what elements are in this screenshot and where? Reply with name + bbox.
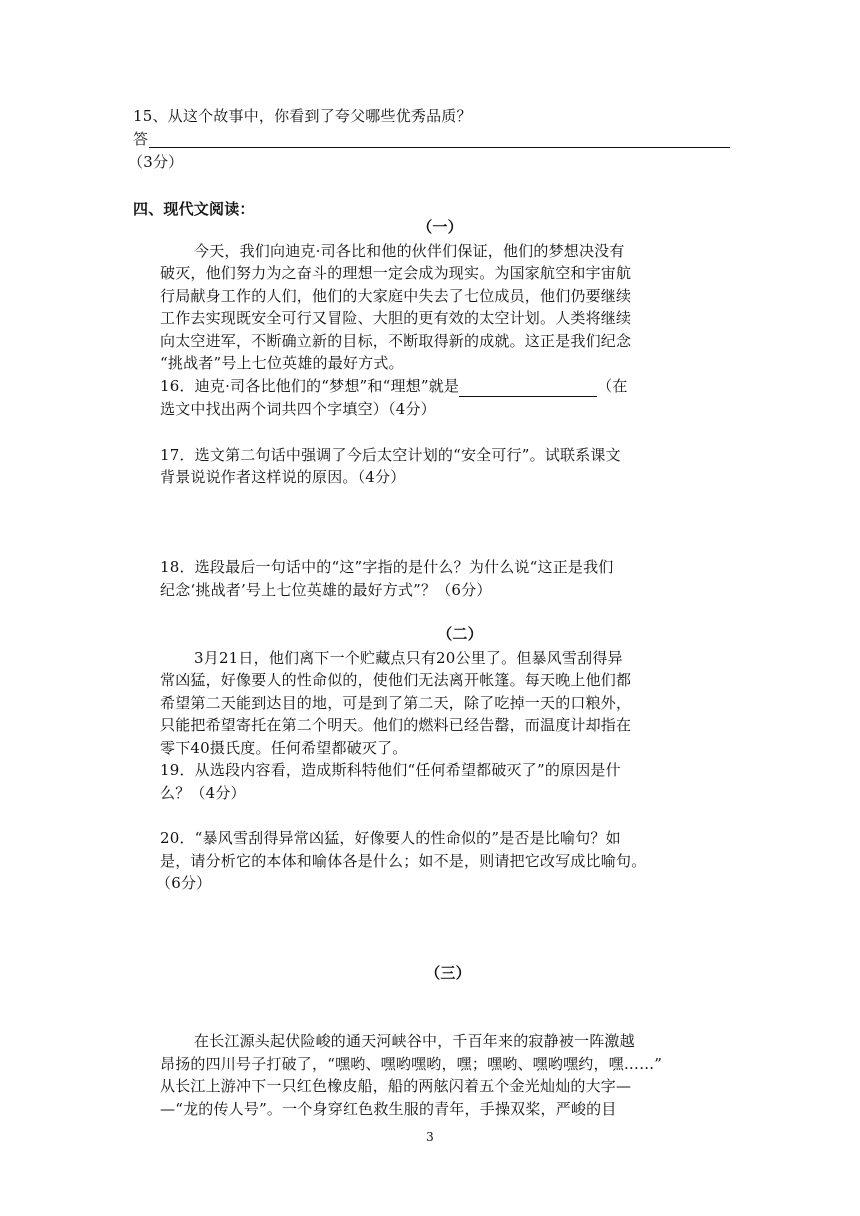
q19-line: 么？（4分） bbox=[160, 784, 246, 802]
q17-line: 背景说说作者这样说的原因。（4分） bbox=[160, 468, 406, 486]
page-number: 3 bbox=[426, 1130, 434, 1144]
part1-passage-line: 工作去实现既安全可行又冒险、大胆的更有效的太空计划。人类将继续 bbox=[160, 309, 632, 327]
q15-score: （3分） bbox=[128, 153, 184, 171]
q15-answer-label: 答 bbox=[133, 130, 149, 148]
part3-passage-line: 在长江源头起伏险峻的通天河峡谷中，千百年来的寂静被一阵激越 bbox=[194, 1032, 635, 1050]
q15-question: 15、从这个故事中，你看到了夸父哪些优秀品质？ bbox=[133, 107, 472, 125]
q16-line bbox=[160, 375, 628, 397]
q17-line: 17．选文第二句话中强调了今后太空计划的“安全可行”。试联系课文 bbox=[160, 446, 621, 464]
q16-blank[interactable] bbox=[459, 380, 597, 397]
q15-answer-line bbox=[149, 147, 730, 148]
section-heading: 四、现代文阅读： bbox=[133, 200, 255, 218]
q19-line: 19．从选段内容看，造成斯科特他们“任何希望都破灭了”的原因是什 bbox=[160, 761, 621, 779]
q20-line: 20．“暴风雪刮得异常凶猛，好像要人的性命似的”是否是比喻句？如 bbox=[160, 829, 621, 847]
q16-prefix: 16．迪克·司各比他们的“梦想”和“理想”就是 bbox=[160, 377, 460, 395]
q20-line: （6分） bbox=[156, 874, 212, 892]
part2-passage-line: 希望第二天能到达目的地，可是到了第二天，除了吃掉一天的口粮外， bbox=[160, 694, 632, 712]
q20-line: 是，请分析它的本体和喻体各是什么；如不是，则请把它改写成比喻句。 bbox=[160, 852, 647, 870]
part1-passage-line: “挑战者”号上七位英雄的最好方式。 bbox=[160, 354, 404, 372]
part1-passage-line: 破灭，他们努力为之奋斗的理想一定会成为现实。为国家航空和宇宙航 bbox=[160, 264, 632, 282]
part3-passage-line: 从长江上游冲下一只红色橡皮船，船的两舷闪着五个金光灿灿的大字— bbox=[160, 1077, 632, 1095]
part1-passage-line: 今天，我们向迪克·司各比和他的伙伴们保证，他们的梦想决没有 bbox=[194, 242, 625, 260]
q16-line: 选文中找出两个词共四个字填空）（4分） bbox=[160, 400, 436, 418]
q18-line: 纪念‘挑战者’号上七位英雄的最好方式”？（6分） bbox=[160, 581, 492, 599]
part1-passage-line: 行局献身工作的人们，他们的大家庭中失去了七位成员，他们仍要继续 bbox=[160, 287, 632, 305]
q16-suffix: （在 bbox=[597, 377, 628, 395]
part3-passage-line: —“龙的传人号”。一个身穿红色救生服的青年，手操双桨，严峻的目 bbox=[160, 1100, 617, 1118]
part1-title: （一） bbox=[417, 218, 463, 236]
q18-line: 18．选段最后一句话中的“这”字指的是什么？为什么说“这正是我们 bbox=[160, 558, 614, 576]
part2-passage-line: 只能把希望寄托在第二个明天。他们的燃料已经告罄，而温度计却指在 bbox=[160, 716, 632, 734]
part1-passage-line: 向太空进军，不断确立新的目标，不断取得新的成就。这正是我们纪念 bbox=[160, 332, 632, 350]
part2-passage-line: 3月21日，他们离下一个贮藏点只有20公里了。但暴风雪刮得异 bbox=[194, 649, 623, 667]
part3-passage-line: 昂扬的四川号子打破了，“嘿哟、嘿哟嘿哟，嘿；嘿哟、嘿哟嘿约，嘿……” bbox=[160, 1055, 663, 1073]
part3-title: （三） bbox=[425, 964, 471, 982]
part2-title: （二） bbox=[437, 625, 483, 643]
part2-passage-line: 常凶猛，好像要人的性命似的，使他们无法离开帐篷。每天晚上他们都 bbox=[160, 671, 632, 689]
part2-passage-line: 零下40摄氏度。任何希望都破灭了。 bbox=[160, 739, 408, 757]
